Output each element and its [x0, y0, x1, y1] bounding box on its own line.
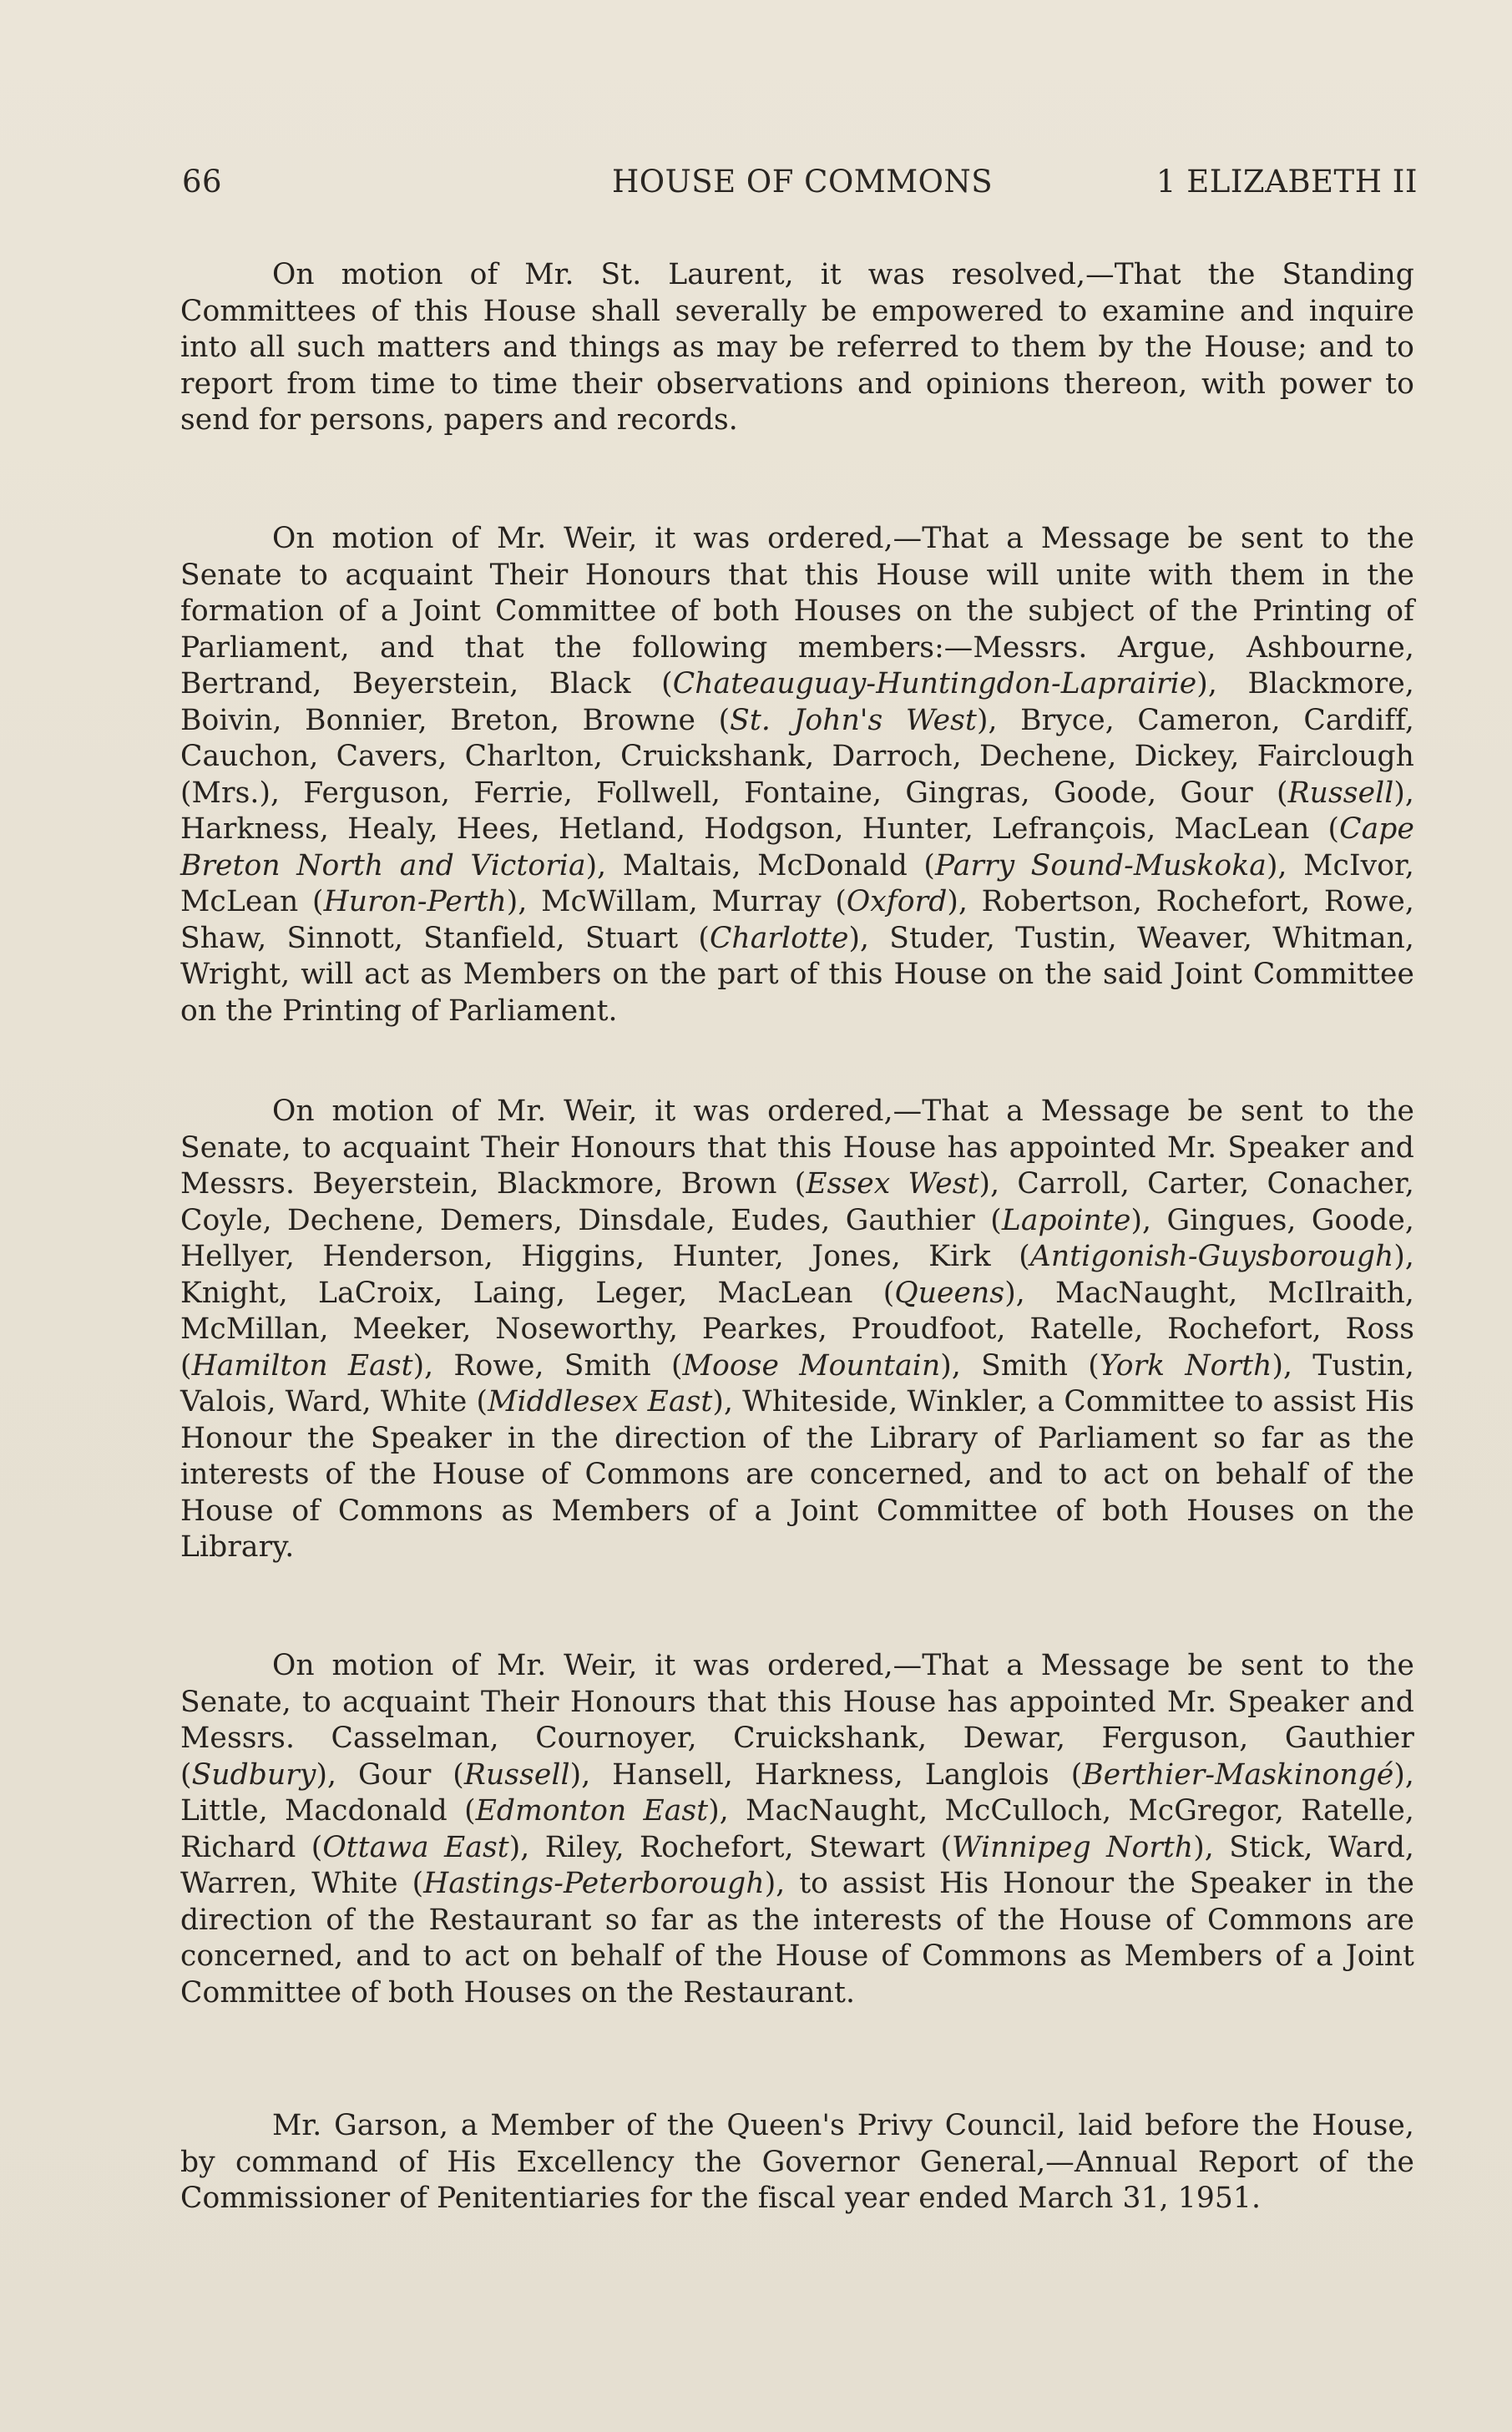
- paragraph-text: On motion of Mr. Weir, it was ordered,—That a Message be sent to the Senate to acquaint Their Honours that this House will unite with them in the formation of a Joint Committee of both Houses on the subject of the Printing of Parliament, and that the following members:—Messrs. Argue, Ashbourne, Bertrand, Beyerstein, Black (: [180, 522, 1414, 700]
- constituency-name: Middlesex East: [488, 1385, 713, 1418]
- constituency-name: Parry Sound-Muskoka: [934, 848, 1267, 882]
- paragraph-text: ), Whiteside, Winkler, a Committee to assist His Honour the Speaker in the direction of the Library of Parliament so far as the interests of the House of Commons are concerned, and to act on behalf of the House of Commons as Members of a Joint Committee of both Houses on the Library.: [180, 1385, 1414, 1564]
- constituency-name: Antigonish-Guysborough: [1029, 1240, 1394, 1273]
- paragraph-text: ), Smith (: [940, 1348, 1100, 1383]
- paragraph-text: ), Hansell, Harkness, Langlois (: [569, 1757, 1083, 1792]
- paragraph-text: ), MacNaught, McIlraith, McMillan, Meeker, Noseworthy, Pearkes, Proudfoot, Ratelle, Rochefort, Ross (: [180, 1276, 1414, 1383]
- paragraph-text: ), McIvor, McLean (: [180, 848, 1414, 918]
- paragraph-text: ), Carroll, Carter, Conacher, Coyle, Dechene, Demers, Dinsdale, Eudes, Gauthier (: [180, 1167, 1414, 1237]
- paragraph-text: Mr. Garson, a Member of the Queen's Privy Council, laid before the House, by command of His Excellency the Governor General,—Annual Report of the Commissioner of Penitentiaries for the fiscal year ended March 31, 1951.: [180, 2109, 1414, 2215]
- constituency-name: Ottawa East: [322, 1830, 509, 1864]
- constituency-name: Queens: [894, 1276, 1005, 1310]
- paragraph-text: ), Tustin, Valois, Ward, White (: [180, 1348, 1414, 1418]
- paragraph-restaurant-committee-motion: [180, 1648, 1414, 2011]
- paragraph-text: ), to assist His Honour the Speaker in the direction of the Restaurant so far as the interests of the House of Commons are concerned, and to act on behalf of the House of Commons as Members of a Joint Committee of both Houses on the Restaurant.: [180, 1867, 1414, 2010]
- paragraph-text: On motion of Mr. Weir, it was ordered,—That a Message be sent to the Senate, to acquaint Their Honours that this House has appointed Mr. Speaker and Messrs. Casselman, Cournoyer, Cruickshank, Dewar, Ferguson, Gauthier (: [180, 1649, 1414, 1792]
- constituency-name: Cape Breton North and Victoria: [180, 812, 1414, 882]
- paragraph-text: On motion of Mr. Weir, it was ordered,—That a Message be sent to the Senate, to acquaint Their Honours that this House has appointed Mr. Speaker and Messrs. Beyerstein, Blackmore, Brown (: [180, 1095, 1414, 1201]
- paragraph-standing-committees-motion: [180, 257, 1414, 439]
- paragraph-text: On motion of Mr. St. Laurent, it was resolved,—That the Standing Committees of this House shall severally be empowered to examine and inquire into all such matters and things as may be referred to them by the House; and to report from time to time their observations and opinions thereon, with power to send for persons, papers and records.: [180, 258, 1414, 437]
- page-number: 66: [182, 164, 223, 200]
- constituency-name: Huron-Perth: [323, 885, 507, 918]
- constituency-name: Sudbury: [191, 1757, 316, 1792]
- paragraph-text: ), Little, Macdonald (: [180, 1757, 1415, 1828]
- paragraph-text: ), Maltais, McDonald (: [585, 848, 935, 882]
- constituency-name: Hamilton East: [191, 1348, 413, 1383]
- paragraph-text: ), Harkness, Healy, Hees, Hetland, Hodgson, Hunter, Lefrançois, MacLean (: [180, 776, 1414, 846]
- constituency-name: St. John's West: [730, 703, 977, 737]
- constituency-name: York North: [1099, 1348, 1272, 1383]
- paragraph-text: ), Bryce, Cameron, Cardiff, Cauchon, Cavers, Charlton, Cruickshank, Darroch, Dechene, Dickey, Fairclough (Mrs.), Ferguson, Ferrie, Follwell, Fontaine, Gingras, Goode, Gour (: [180, 703, 1414, 810]
- paragraph-text: ), Robertson, Rochefort, Rowe, Shaw, Sinnott, Stanfield, Stuart (: [180, 885, 1414, 955]
- regnal-year: 1 ELIZABETH II: [1155, 164, 1418, 200]
- paragraph-text: ), Blackmore, Boivin, Bonnier, Breton, Browne (: [180, 667, 1414, 737]
- paragraph-text: ), McWillam, Murray (: [506, 885, 847, 918]
- paragraph-text: ), Studer, Tustin, Weaver, Whitman, Wright, will act as Members on the part of this House on the said Joint Committee on the Printing of Parliament.: [180, 921, 1414, 1028]
- constituency-name: Essex West: [806, 1167, 979, 1201]
- constituency-name: Berthier-Maskinongé: [1082, 1757, 1394, 1792]
- paragraph-text: ), Knight, LaCroix, Laing, Leger, MacLean (: [180, 1240, 1414, 1310]
- constituency-name: Oxford: [846, 885, 948, 918]
- paragraph-text: ), Gingues, Goode, Hellyer, Henderson, Higgins, Hunter, Jones, Kirk (: [180, 1203, 1414, 1273]
- constituency-name: Russell: [463, 1757, 570, 1792]
- constituency-name: Winnipeg North: [952, 1830, 1194, 1864]
- paragraph-text: ), MacNaught, McCulloch, McGregor, Ratelle, Richard (: [180, 1794, 1414, 1864]
- paragraph-text: ), Gour (: [316, 1757, 464, 1792]
- constituency-name: Charlotte: [709, 921, 849, 955]
- constituency-name: Hastings-Peterborough: [423, 1867, 765, 1900]
- constituency-name: Moose Mountain: [682, 1348, 941, 1383]
- paragraph-printing-committee-motion: [180, 521, 1414, 1029]
- constituency-name: Chateauguay-Huntingdon-Laprairie: [672, 667, 1197, 700]
- paragraph-text: ), Rowe, Smith (: [412, 1348, 683, 1383]
- constituency-name: Lapointe: [1001, 1203, 1131, 1237]
- paragraph-library-committee-motion: [180, 1094, 1414, 1566]
- constituency-name: Edmonton East: [475, 1794, 709, 1828]
- journal-title: HOUSE OF COMMONS: [612, 164, 994, 200]
- paragraph-text: ), Riley, Rochefort, Stewart (: [508, 1830, 953, 1864]
- paragraph-penitentiaries-report: [180, 2108, 1414, 2217]
- page-header: [182, 164, 1418, 214]
- constituency-name: Russell: [1287, 776, 1394, 810]
- paragraph-text: ), Stick, Ward, Warren, White (: [180, 1830, 1414, 1900]
